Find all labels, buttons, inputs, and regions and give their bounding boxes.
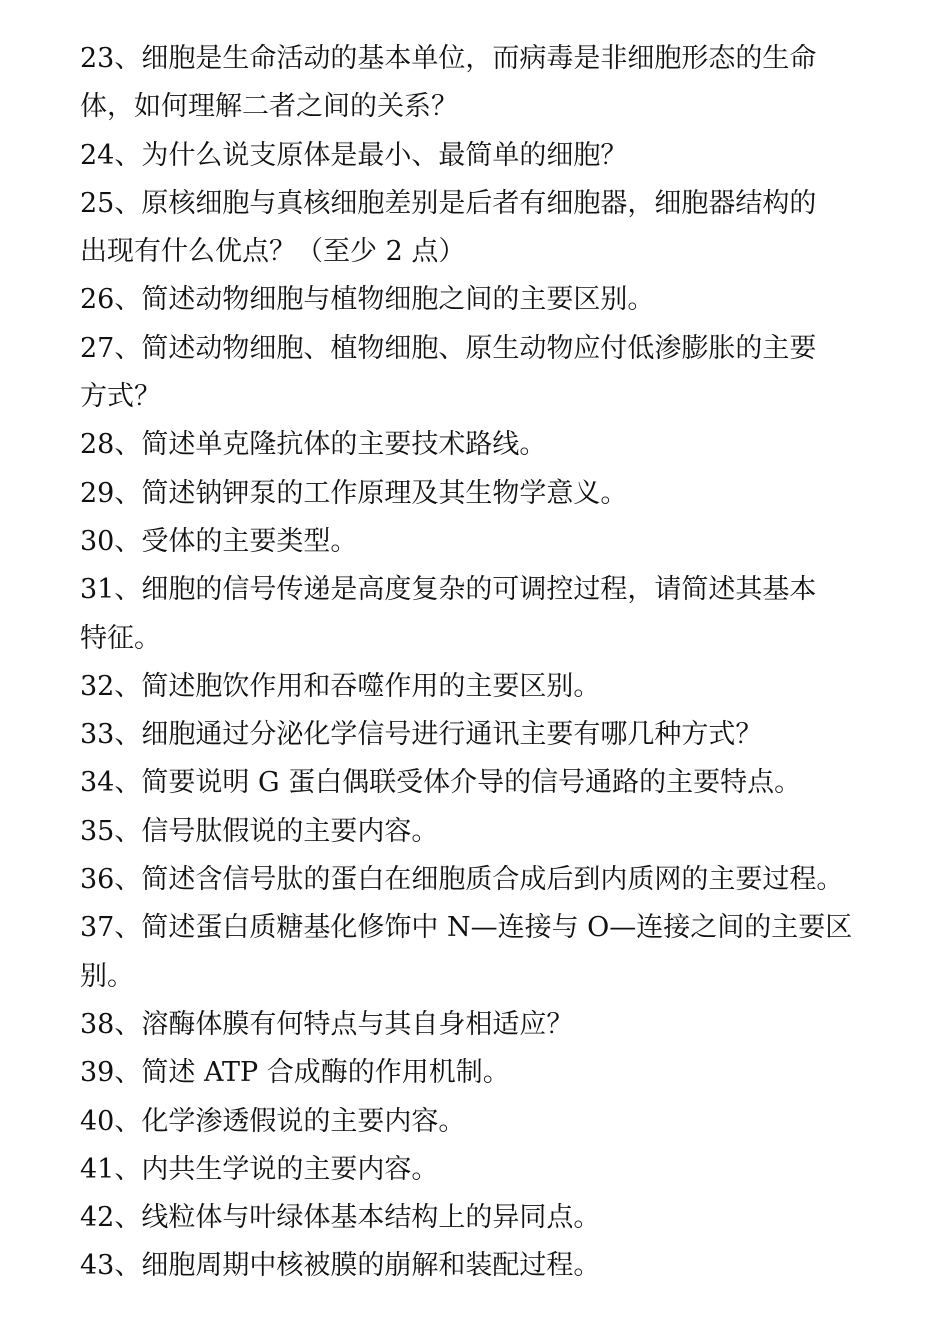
question-40: 40、化学渗透假说的主要内容。 (80, 1105, 466, 1137)
question-23-line-2: 体，如何理解二者之间的关系？ (80, 91, 458, 123)
question-list (80, 35, 870, 1291)
question-43: 43、细胞周期中核被膜的崩解和装配过程。 (80, 1250, 601, 1282)
question-32: 32、简述胞饮作用和吞噬作用的主要区别。 (80, 670, 601, 702)
question-25-line-2: 出现有什么优点？（至少 2 点） (80, 236, 466, 268)
question-29: 29、简述钠钾泵的工作原理及其生物学意义。 (80, 477, 628, 509)
question-24: 24、为什么说支原体是最小、最简单的细胞？ (80, 139, 628, 171)
question-42: 42、线粒体与叶绿体基本结构上的异同点。 (80, 1202, 601, 1234)
question-31-line-1: 31、细胞的信号传递是高度复杂的可调控过程，请简述其基本 (80, 574, 817, 606)
question-23-line-1: 23、细胞是生命活动的基本单位，而病毒是非细胞形态的生命 (80, 43, 817, 74)
question-31-line-2: 特征。 (80, 622, 161, 654)
question-27-line-1: 27、简述动物细胞、植物细胞、原生动物应付低渗膨胀的主要 (80, 332, 817, 364)
question-39: 39、简述 ATP 合成酶的作用机制。 (80, 1057, 510, 1089)
question-35: 35、信号肽假说的主要内容。 (80, 815, 439, 847)
question-41: 41、内共生学说的主要内容。 (80, 1153, 439, 1185)
question-27-line-2: 方式？ (80, 381, 161, 413)
question-37-line-1: 37、简述蛋白质糖基化修饰中 N—连接与 O—连接之间的主要区 (80, 912, 853, 944)
question-26: 26、简述动物细胞与植物细胞之间的主要区别。 (80, 284, 655, 316)
question-30: 30、受体的主要类型。 (80, 525, 358, 557)
question-36: 36、简述含信号肽的蛋白在细胞质合成后到内质网的主要过程。 (80, 864, 844, 896)
question-33: 33、细胞通过分泌化学信号进行通讯主要有哪几种方式？ (80, 719, 763, 751)
question-34: 34、简要说明 G 蛋白偶联受体介导的信号通路的主要特点。 (80, 767, 802, 799)
question-38: 38、溶酶体膜有何特点与其自身相适应？ (80, 1008, 574, 1040)
question-37-line-2: 别。 (80, 960, 134, 992)
question-28: 28、简述单克隆抗体的主要技术路线。 (80, 429, 547, 461)
question-25-line-1: 25、原核细胞与真核细胞差别是后者有细胞器，细胞器结构的 (80, 187, 817, 219)
